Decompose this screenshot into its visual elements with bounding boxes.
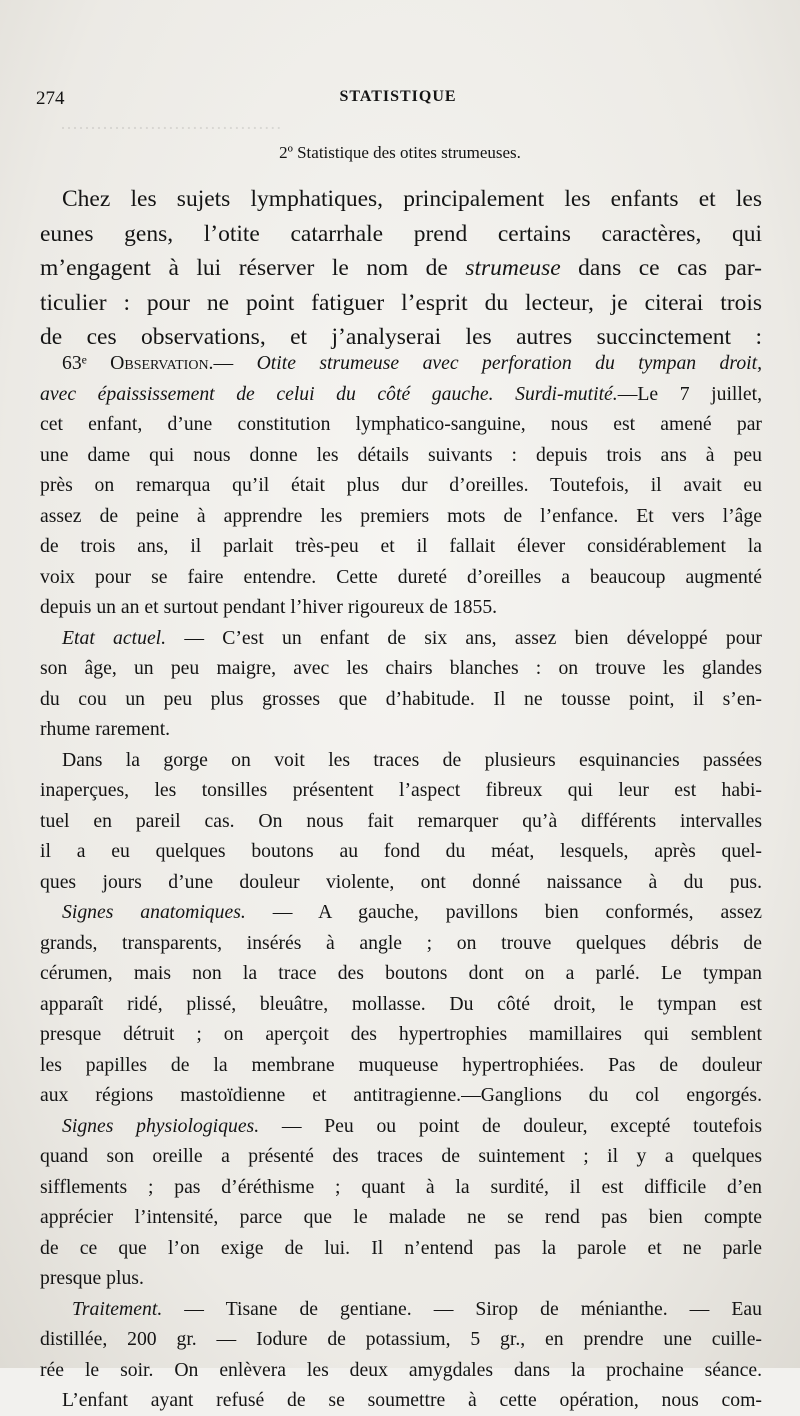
observation-date: —Le 7 juillet, (617, 382, 762, 405)
body-line: cérumen, mais non la trace des boutons dont on a parlé. Le tympan (40, 962, 762, 984)
observation-title: Otite strumeuse avec perforation du tympan droit, (256, 352, 763, 374)
body-line: presque plus. (40, 1267, 144, 1289)
anatomiques-label: Signes anatomiques. (62, 901, 246, 923)
body-line: tuel en pareil cas. On nous fait remarquer qu’à différents intervalles (40, 809, 762, 832)
observation-number: 63ᵉ (62, 352, 87, 374)
body-line: cet enfant, d’une constitution lymphatico-sanguine, nous est amené par (40, 413, 762, 435)
body-line: rhume rarement. (40, 718, 171, 740)
emphasis-word: strumeuse (465, 255, 561, 281)
body-line: près on remarqua qu’il était plus dur d’oreilles. Toutefois, il avait eu (40, 474, 762, 496)
traitement-first-line: — Tisane de gentiane. — Sirop de ménianthe. — Eau (162, 1297, 762, 1320)
body-line: assez de peine à apprendre les premiers mots de l’enfance. Et vers l’âge (40, 504, 762, 527)
intro-paragraph (40, 182, 762, 355)
traitement-label: Traitement. (72, 1297, 163, 1320)
section-title: 2º Statistique des otites strumeuses. (279, 143, 521, 162)
anatomiques-heading (40, 897, 762, 928)
body-line: apparaît ridé, plissé, bleuâtre, mollasse. Du côté droit, le tympan est (40, 992, 762, 1015)
body-line: sifflements ; pas d’éréthisme ; quant à la surdité, il est difficile d’en (40, 1175, 762, 1198)
observation-heading (40, 348, 762, 379)
observation-text (40, 348, 762, 1416)
body-line: il a eu quelques boutons au fond du méat, lesquels, après quel- (40, 840, 762, 862)
body-line: quand son oreille a présenté des traces de suintement ; il y a quelques (40, 1145, 762, 1167)
intro-line: eunes gens, l’otite catarrhale prend certains caractères, qui (40, 220, 762, 247)
body-line: son âge, un peu maigre, avec les chairs blanches : on trouve les glandes (40, 657, 762, 679)
body-line: une dame qui nous donne les détails suivants : depuis trois ans à peu (40, 443, 762, 466)
body-line: de ce que l’on exige de lui. Il n’entend pas la parole et ne parle (40, 1236, 762, 1259)
traitement-heading (40, 1294, 762, 1325)
page-number: 274 (36, 88, 65, 109)
intro-line: ticulier : pour ne point fatiguer l’esprit du lecteur, je citerai trois (40, 289, 762, 316)
observation-title-cont: avec épaississement de celui du côté gauche. Surdi-mutité. (40, 382, 618, 405)
body-line: grands, transparents, insérés à angle ; on trouve quelques débris de (40, 931, 762, 954)
observation-dash: — (213, 352, 234, 374)
body-line: voix pour se faire entendre. Cette dureté d’oreilles a beaucoup augmenté (40, 565, 762, 588)
physiologiques-label: Signes physiologiques. (62, 1114, 260, 1137)
body-line: presque détruit ; on aperçoit des hypertrophies mamillaires qui semblent (40, 1023, 762, 1045)
body-line: de trois ans, il parlait très-peu et il fallait élever considérablement la (40, 535, 762, 557)
body-line: inaperçues, les tonsilles présentent l’aspect fibreux qui leur est habi- (40, 779, 762, 801)
intro-line: Chez les sujets lymphatiques, principalement les enfants et les (62, 186, 762, 212)
page-header (36, 88, 760, 114)
observation-label: Observation. (110, 352, 214, 374)
body-line: du cou un peu plus grosses que d’habitude. Il ne tousse point, il s’en- (40, 687, 762, 710)
running-head: STATISTIQUE (339, 88, 457, 105)
intro-line: m’engagent à lui réserver le nom de strumeuse dans ce cas par- (40, 255, 762, 281)
final-line: L’enfant ayant refusé de se soumettre à cette opération, nous com- (62, 1389, 762, 1411)
anatomiques-first-line: — A gauche, pavillons bien conformés, assez (245, 901, 762, 923)
body-line: ques jours d’une douleur violente, ont donné naissance à du pus. (40, 870, 762, 893)
observation-heading-cont (40, 379, 762, 410)
physiologiques-heading (40, 1111, 762, 1142)
body-line: les papilles de la membrane muqueuse hypertrophiées. Pas de douleur (40, 1053, 762, 1076)
body-line: aux régions mastoïdienne et antitragienne.—Ganglions du col engorgés. (40, 1084, 762, 1106)
show-through-text: ····································· (60, 118, 282, 138)
physiologiques-first-line: — Peu ou point de douleur, excepté toutefois (259, 1114, 762, 1137)
body-line: distillée, 200 gr. — Iodure de potassium, 5 gr., en prendre une cuille- (40, 1328, 762, 1350)
etat-first-line: — C’est un enfant de six ans, assez bien développé pour (166, 626, 762, 649)
etat-heading (40, 623, 762, 654)
body-line: Dans la gorge on voit les traces de plusieurs esquinancies passées (62, 748, 762, 771)
body-line: depuis un an et surtout pendant l’hiver rigoureux de 1855. (40, 596, 498, 618)
body-line: apprécier l’intensité, parce que le malade ne se rend pas bien compte (40, 1206, 762, 1228)
etat-label: Etat actuel. (62, 626, 167, 649)
intro-line: de ces observations, et j’analyserai les autres succinctement : (40, 324, 762, 350)
body-line: rée le soir. On enlèvera les deux amygdales dans la prochaine séance. (40, 1358, 762, 1381)
